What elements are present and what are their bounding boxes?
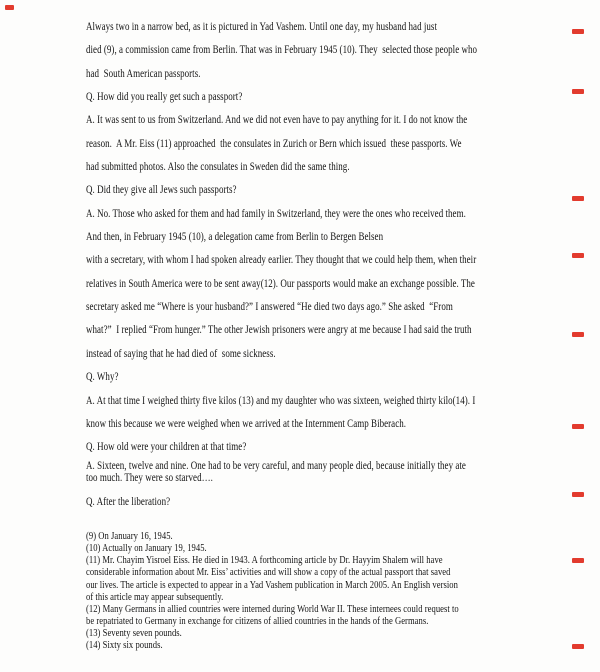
body-line: A. Sixteen, twelve and nine. One had to be very careful, and many people died, because initially they ate	[86, 459, 466, 472]
red-edge-mark	[572, 29, 584, 34]
footnote-line: (9) On January 16, 1945.	[86, 530, 173, 542]
red-edge-mark	[572, 253, 584, 258]
body-line: too much. They were so starved….	[86, 472, 213, 485]
body-line: had submitted photos. Also the consulates in Sweden did the same thing.	[86, 161, 350, 174]
red-edge-mark	[572, 492, 584, 497]
footnotes-text	[86, 530, 566, 652]
footnote-line: our lives. The article is expected to appear in a Yad Vashem publication in March 2005. An English version	[86, 578, 458, 591]
red-edge-mark	[572, 558, 584, 563]
red-edge-mark	[572, 644, 584, 649]
body-line: had South American passports.	[86, 67, 201, 80]
body-line: instead of saying that he had died of some sickness.	[86, 347, 276, 360]
body-line: Q. How did you really get such a passport?	[86, 91, 243, 104]
footnote-line: (10) Actually on January 19, 1945.	[86, 542, 207, 555]
red-edge-mark	[5, 5, 14, 10]
body-line: know this because we were weighed when we arrived at the Internment Camp Biberach.	[86, 417, 407, 430]
footnote-line: (13) Seventy seven pounds.	[86, 627, 182, 640]
body-line: Q. After the liberation?	[86, 496, 171, 509]
testimony-body-text	[86, 16, 556, 514]
body-line: A. It was sent to us from Switzerland. And we did not even have to pay anything for it. I do not know the	[86, 114, 468, 127]
body-line: Q. Did they give all Jews such passports?	[86, 184, 237, 197]
footnote-line: (11) Mr. Chayim Yisroel Eiss. He died in 1943. A forthcoming article by Dr. Hayyim Shalem will have	[86, 554, 443, 567]
body-line: A. At that time I weighed thirty five kilos (13) and my daughter who was sixteen, weighed thirty kilo(14). I	[86, 394, 476, 407]
body-line: reason. A Mr. Eiss (11) approached the consulates in Zurich or Bern which issued these passports. We	[86, 137, 462, 150]
body-line: what?” I replied “From hunger.” The other Jewish prisoners were angry at me because I had said the truth	[86, 324, 472, 337]
red-edge-mark	[572, 89, 584, 94]
red-edge-mark	[572, 332, 584, 337]
body-line: Q. Why?	[86, 371, 119, 384]
footnote-line: (14) Sixty six pounds.	[86, 639, 163, 652]
red-edge-mark	[572, 196, 584, 201]
body-line: died (9), a commission came from Berlin. That was in February 1945 (10). They selected those people who	[86, 44, 478, 57]
footnote-line: be repatriated to Germany in exchange for citizens of allied countries in the hands of the Germans.	[86, 615, 429, 628]
body-line: Q. How old were your children at that time?	[86, 441, 247, 454]
body-line: And then, in February 1945 (10), a delegation came from Berlin to Bergen Belsen	[86, 231, 384, 244]
footnote-line: (12) Many Germans in allied countries were interned during World War II. These internees could request to	[86, 602, 459, 615]
body-line: Always two in a narrow bed, as it is pictured in Yad Vashem. Until one day, my husband had just	[86, 21, 437, 33]
footnote-line: of this article may appear subsequently.	[86, 590, 224, 603]
body-line: with a secretary, with whom I had spoken already earlier. They thought that we could help them, when their	[86, 254, 477, 267]
body-line: secretary asked me “Where is your husband?” I answered “He died two days ago.” She asked “From	[86, 301, 453, 314]
body-line: relatives in South America were to be sent away(12). Our passports would make an exchange possible. The	[86, 277, 475, 290]
red-edge-mark	[572, 424, 584, 429]
body-line: A. No. Those who asked for them and had family in Switzerland, they were the ones who received them.	[86, 207, 466, 220]
footnote-line: considerable information about Mr. Eiss’ activities and will show a copy of the actual passport that saved	[86, 566, 451, 579]
